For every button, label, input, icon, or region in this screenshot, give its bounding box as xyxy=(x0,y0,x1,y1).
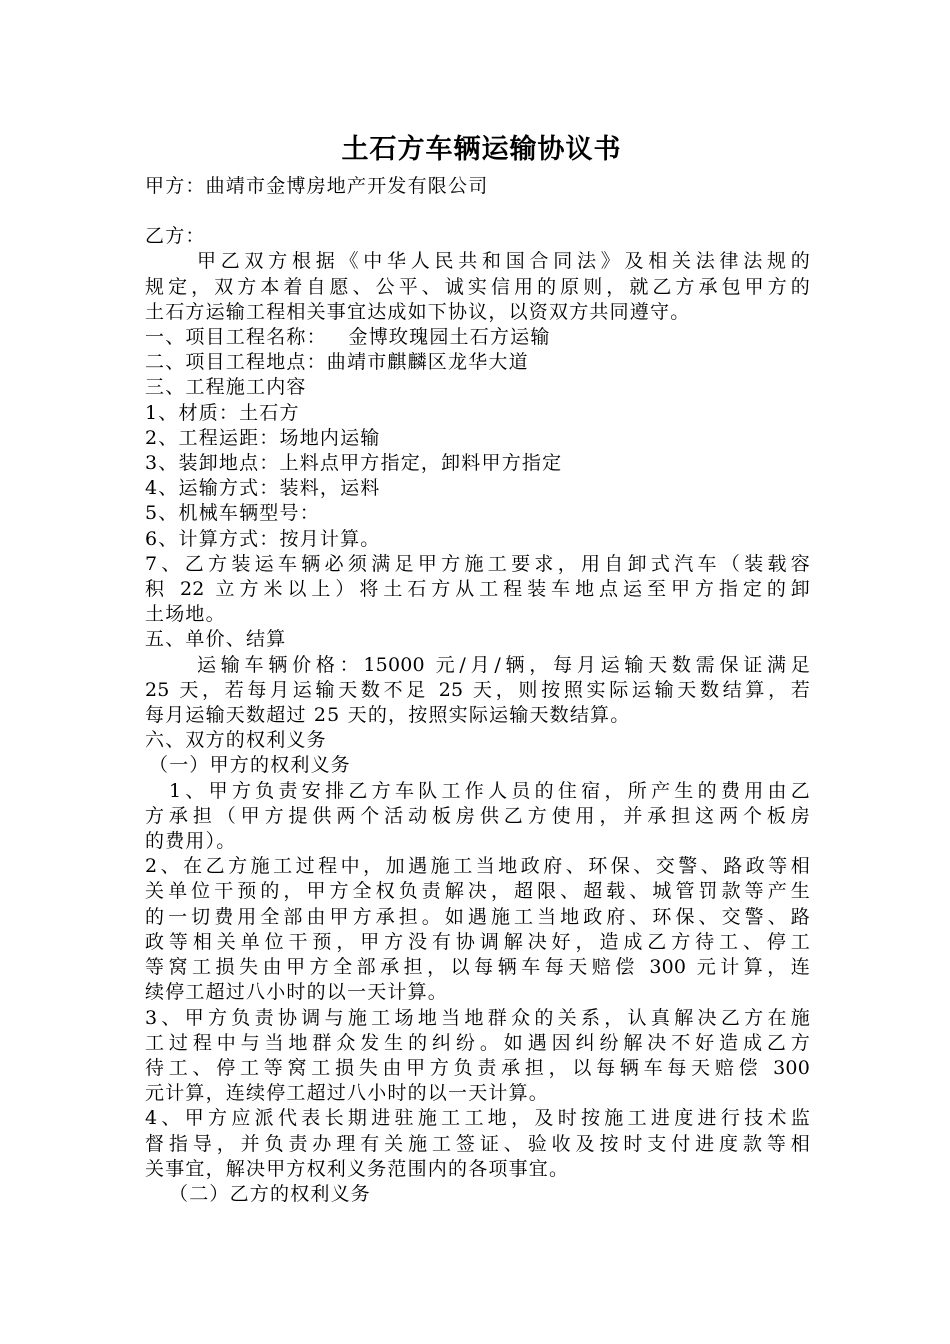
a-item-1-line-1: 1、甲方负责安排乙方车队工作人员的住宿，所产生的费用由乙 xyxy=(169,779,810,802)
a-item-3-line-1: 3、甲方负责协调与施工场地当地群众的关系，认真解决乙方在施 xyxy=(145,1006,810,1029)
subsection-heading-a: （一）甲方的权利义务 xyxy=(149,754,352,777)
document-page xyxy=(145,128,810,1207)
subsection-heading-b: （二）乙方的权利义务 xyxy=(169,1182,372,1205)
a-item-4-line-1: 4、甲方应派代表长期进驻施工工地，及时按施工进度进行技术监 xyxy=(145,1107,810,1130)
preamble-line-1: 甲乙双方根据《中华人民共和国合同法》及相关法律法规的 xyxy=(197,250,810,273)
a-item-2-line-4: 政等相关单位干预，甲方没有协调解决好，造成乙方待工、停工 xyxy=(145,930,810,953)
a-item-2-line-6: 续停工超过八小时的以一天计算。 xyxy=(145,981,449,1004)
a-item-2-line-2: 关单位干预的，甲方全权负责解决，超限、超载、城管罚款等产生 xyxy=(145,880,810,903)
document-title: 土石方车辆运输协议书 xyxy=(341,134,622,165)
list-item-vehicle-model: 5、机械车辆型号： xyxy=(145,502,320,525)
list-item-7-line-3: 土场地。 xyxy=(145,603,226,626)
a-item-3-line-4: 元计算，连续停工超过八小时的以一天计算。 xyxy=(145,1082,550,1105)
price-line-3: 每月运输天数超过 25 天的，按照实际运输天数结算。 xyxy=(145,704,631,727)
list-item-material: 1、材质：土石方 xyxy=(145,401,300,424)
price-line-1: 运输车辆价格：15000 元/月/辆，每月运输天数需保证满足 xyxy=(197,653,810,676)
a-item-2-line-1: 2、在乙方施工过程中，加遇施工当地政府、环保、交警、路政等相 xyxy=(145,855,810,878)
list-item-transport: 4、运输方式：装料，运料 xyxy=(145,477,381,500)
party-a-line: 甲方：曲靖市金博房地产开发有限公司 xyxy=(145,175,489,197)
list-item-7-line-2: 积 22 立方米以上）将土石方从工程装车地点运至甲方指定的卸 xyxy=(145,578,810,601)
a-item-4-line-3: 关事宜，解决甲方权利义务范围内的各项事宜。 xyxy=(145,1157,570,1180)
blank-line xyxy=(145,199,810,224)
preamble-line-3: 土石方运输工程相关事宜达成如下协议，以资双方共同遵守。 xyxy=(145,300,691,323)
price-line-2: 25 天，若每月运输天数不足 25 天，则按照实际运输天数结算，若 xyxy=(145,678,810,701)
a-item-1-line-3: 的费用）。 xyxy=(145,830,237,853)
a-item-3-line-2: 工过程中与当地群众发生的纠纷。如遇因纠纷解决不好造成乙方 xyxy=(145,1031,810,1054)
list-item-distance: 2、工程运距：场地内运输 xyxy=(145,426,381,449)
a-item-1-line-2: 方承担（甲方提供两个活动板房供乙方使用，并承担这两个板房 xyxy=(145,804,810,827)
section-heading-3: 三、工程施工内容 xyxy=(145,376,307,399)
section-heading-5: 五、单价、结算 xyxy=(145,628,287,651)
party-b-line: 乙方： xyxy=(145,225,206,248)
preamble-line-2: 规定，双方本着自愿、公平、诚实信用的原则，就乙方承包甲方的 xyxy=(145,275,810,298)
a-item-2-line-3: 的一切费用全部由甲方承担。如遇施工当地政府、环保、交警、路 xyxy=(145,905,810,928)
list-item-loading: 3、装卸地点：上料点甲方指定，卸料甲方指定 xyxy=(145,452,563,475)
project-location-line: 二、项目工程地点：曲靖市麒麟区龙华大道 xyxy=(145,351,529,374)
a-item-2-line-5: 等窝工损失由甲方全部承担，以每辆车每天赔偿 300 元计算，连 xyxy=(145,956,810,979)
list-item-7-line-1: 7、乙方装运车辆必须满足甲方施工要求，用自卸式汽车（装载容 xyxy=(145,552,810,575)
project-name-line: 一、项目工程名称： 金博玫瑰园土石方运输 xyxy=(145,326,551,349)
section-heading-6: 六、双方的权利义务 xyxy=(145,729,327,752)
a-item-3-line-3: 待工、停工等窝工损失由甲方负责承担，以每辆车每天赔偿 300 xyxy=(145,1056,810,1079)
a-item-4-line-2: 督指导，并负责办理有关施工签证、验收及按时支付进度款等相 xyxy=(145,1132,810,1155)
list-item-calculation: 6、计算方式：按月计算。 xyxy=(145,527,381,550)
